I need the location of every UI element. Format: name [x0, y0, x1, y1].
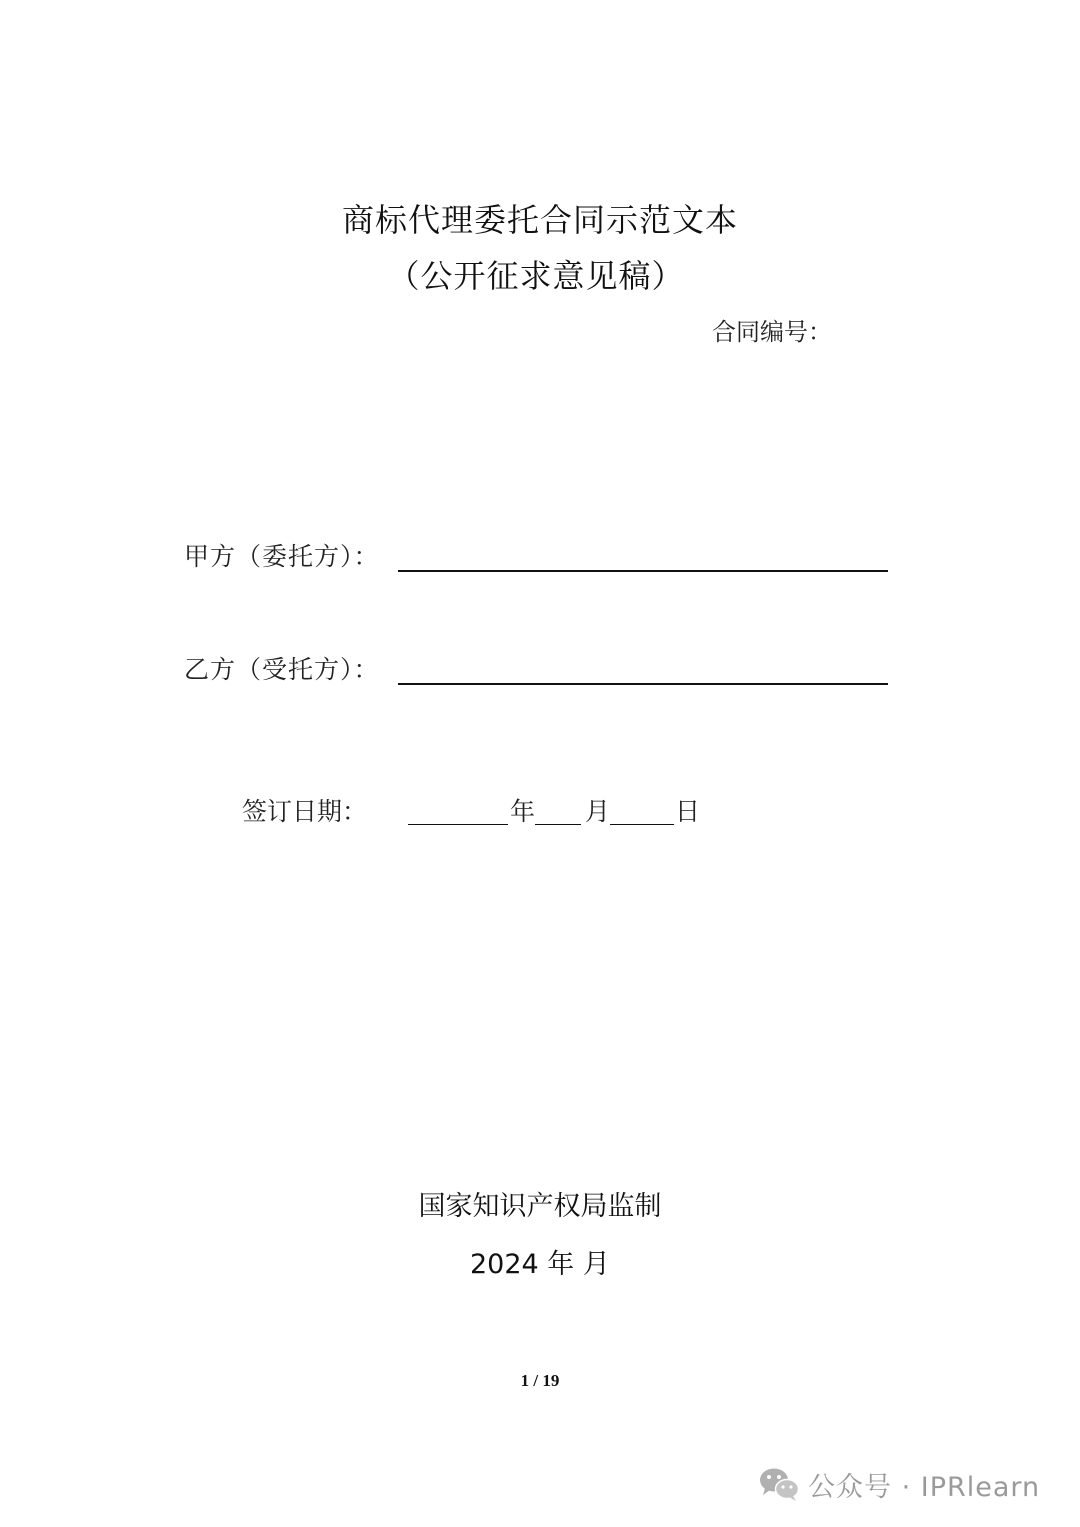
day-blank-line: [610, 824, 674, 825]
signing-date-row: [242, 792, 722, 832]
party-a-row: [184, 537, 894, 577]
watermark-text: 公众号 · IPRlearn: [808, 1471, 1041, 1503]
supervisor-line: 国家知识产权局监制: [418, 1191, 662, 1222]
page-number: 1 / 19: [520, 1371, 560, 1390]
month-blank-line: [535, 824, 581, 825]
party-b-blank-line: [398, 683, 888, 685]
watermark: [758, 1462, 1058, 1506]
party-a-label: 甲方（委托方）：: [184, 542, 380, 571]
year-blank-line: [408, 824, 508, 825]
document-subtitle: （公开征求意见稿）: [387, 257, 685, 295]
document-title: 商标代理委托合同示范文本: [341, 201, 738, 239]
wechat-icon: [758, 1466, 800, 1502]
party-b-row: [184, 650, 894, 690]
issue-date: 2024 年 月: [470, 1249, 610, 1280]
contract-number-label: 合同编号：: [712, 318, 832, 346]
day-unit: 日: [675, 797, 701, 826]
party-b-label: 乙方（受托方）：: [184, 655, 380, 684]
signing-date-label: 签订日期：: [242, 797, 368, 826]
month-unit: 月: [585, 797, 611, 826]
party-a-blank-line: [398, 570, 888, 572]
year-unit: 年: [510, 797, 536, 826]
